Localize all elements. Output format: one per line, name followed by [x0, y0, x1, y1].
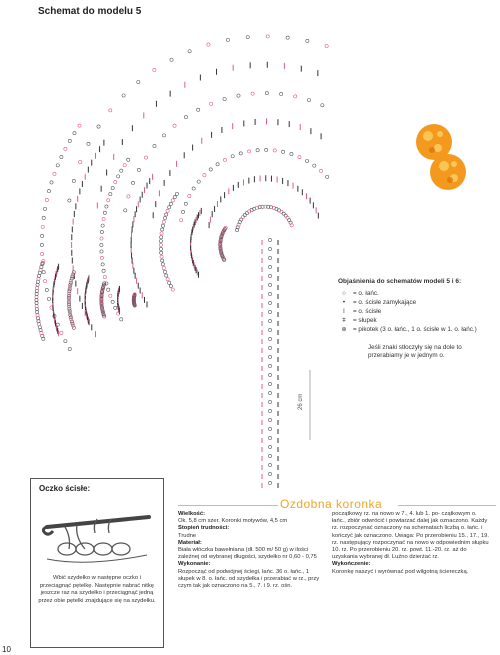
chain-mark: [36, 286, 39, 289]
chain-mark: [127, 158, 130, 161]
chain-mark: [100, 237, 103, 240]
chain-mark: [101, 263, 104, 266]
chain-mark: [42, 260, 45, 263]
chain-mark: [160, 251, 163, 254]
chain-mark: [286, 36, 289, 39]
chain-mark: [120, 169, 123, 172]
chain-mark: [60, 155, 63, 158]
chain-mark: [159, 243, 162, 246]
chain-mark: [68, 139, 71, 142]
chain-mark: [56, 164, 59, 167]
chain-mark: [241, 216, 244, 219]
chain-mark: [117, 175, 120, 178]
chain-mark: [280, 210, 283, 213]
chain-mark: [100, 243, 103, 246]
chain-mark: [268, 418, 271, 421]
stitch-box-title: Oczko ścisłe:: [39, 484, 91, 493]
chain-mark: [159, 240, 162, 243]
chain-mark: [161, 259, 164, 262]
chain-mark: [166, 209, 169, 212]
chain-mark: [72, 271, 75, 274]
chain-mark: [120, 318, 123, 321]
legend-title: Objaśnienia do schematów modeli 5 i 6:: [338, 278, 462, 285]
chain-mark: [137, 168, 140, 171]
chain-mark: [169, 285, 172, 288]
chain-mark: [70, 279, 73, 282]
chain-mark: [173, 124, 176, 127]
double-crochet-icon: ǂ: [342, 317, 346, 324]
stitch-box-text: Wbić szydełko w następne oczko i przeciągnąć pętelkę. Następnie nabrać nitkę jeszcze raz na szydełko i przeciągnąć jedną przez obie pętelki znajdujące się na szydełku.: [38, 575, 156, 604]
chain-mark: [107, 199, 110, 202]
chain-mark: [197, 180, 200, 183]
slip-stitch-icon: •: [342, 299, 346, 306]
chain-mark: [268, 454, 271, 457]
chain-mark: [70, 277, 73, 280]
chain-mark: [170, 58, 173, 61]
chain-mark: [103, 276, 106, 279]
chain-mark: [210, 102, 213, 105]
chain-mark: [103, 211, 106, 214]
chain-mark: [161, 263, 164, 266]
chain-mark: [171, 199, 174, 202]
chain-mark: [171, 288, 174, 291]
page-title: Schemat do modelu 5: [38, 6, 142, 17]
chain-mark: [68, 347, 71, 350]
chain-mark: [180, 219, 183, 222]
chain-mark: [43, 280, 46, 283]
chain-mark: [325, 45, 328, 48]
chain-mark: [100, 256, 103, 259]
chain-mark: [294, 95, 297, 98]
chain-mark: [307, 99, 310, 102]
chain-mark: [268, 472, 271, 475]
chain-mark: [45, 198, 48, 201]
instructions-column-2: [332, 511, 490, 576]
chain-mark: [273, 149, 276, 152]
paragraph: Wykończenie: Koronkę naszyć i wyrównać pod wilgotną ściereczką.: [332, 561, 469, 575]
legend-item: [338, 317, 488, 325]
flower-image: [410, 118, 472, 198]
chain-mark: [35, 298, 38, 301]
chain-mark: [243, 213, 246, 216]
chain-mark: [246, 36, 249, 39]
chain-mark: [109, 294, 112, 297]
chain-mark: [70, 320, 73, 323]
stitch-info-box: [30, 478, 164, 648]
chain-mark: [251, 92, 254, 95]
chain-mark: [268, 337, 271, 340]
chain-mark: [161, 228, 164, 231]
chain-mark: [209, 168, 212, 171]
chain-mark: [226, 38, 229, 41]
chain-mark: [40, 243, 43, 246]
chain-mark: [122, 94, 125, 97]
chain-mark: [41, 225, 44, 228]
chain-mark: [280, 92, 283, 95]
chain-mark: [188, 194, 191, 197]
chain-mark: [168, 206, 171, 209]
chain-mark: [188, 50, 191, 53]
chain-mark: [268, 481, 271, 484]
chain-mark: [162, 266, 165, 269]
chain-mark: [101, 224, 104, 227]
chain-mark: [223, 97, 226, 100]
chain-mark: [100, 230, 103, 233]
instructions-column-1: [178, 511, 326, 590]
chain-mark: [268, 463, 271, 466]
chain-mark: [162, 220, 165, 223]
chain-mark: [268, 436, 271, 439]
chain-mark: [160, 236, 163, 239]
chain-mark: [184, 202, 187, 205]
chain-mark: [268, 256, 271, 259]
chain-mark: [166, 278, 169, 281]
chain-mark: [168, 281, 171, 284]
chain-mark: [290, 152, 293, 155]
chain-mark: [268, 364, 271, 367]
chain-mark: [197, 108, 200, 111]
chain-mark: [256, 149, 259, 152]
legend-item: [338, 290, 488, 298]
chain-mark: [268, 400, 271, 403]
chain-mark: [109, 193, 112, 196]
chain-mark: [268, 274, 271, 277]
chain-mark: [72, 326, 75, 329]
chain-mark: [305, 159, 308, 162]
legend-item: [338, 308, 488, 316]
chain-mark: [181, 210, 184, 213]
legend-item-text: = pikotek (3 o. łańc., 1 o. ścisłe w 1. o. łańc.): [353, 326, 477, 333]
chain-mark: [102, 218, 105, 221]
chain-mark: [42, 271, 45, 274]
chain-mark: [47, 190, 50, 193]
chain-mark: [42, 216, 45, 219]
chain-mark: [268, 319, 271, 322]
legend-item: [338, 299, 488, 307]
chain-mark: [40, 234, 43, 237]
chain-mark: [64, 147, 67, 150]
chain-mark: [268, 445, 271, 448]
chain-mark: [37, 320, 40, 323]
single-crochet-icon: ǀ: [343, 308, 345, 315]
legend: [338, 278, 488, 360]
chain-mark: [160, 255, 163, 258]
chain-mark: [137, 80, 140, 83]
chain-mark: [216, 163, 219, 166]
chain-mark: [36, 283, 39, 286]
chain-mark: [105, 205, 108, 208]
chain-mark: [298, 156, 301, 159]
chain-mark: [35, 292, 38, 295]
legend-item-text: = o. łańc.: [353, 290, 379, 297]
section-title: Ozdobna koronka: [280, 497, 383, 511]
chain-mark: [268, 373, 271, 376]
chain-mark: [231, 155, 234, 158]
legend-item-text: = o. ścisłe: [353, 308, 382, 315]
chain-mark: [37, 277, 40, 280]
chain-mark: [127, 195, 130, 198]
chain-mark: [100, 250, 103, 253]
picot-icon: ⊛: [341, 326, 347, 333]
chain-mark: [53, 172, 56, 175]
paragraph: Stopień trudności: Trudne: [178, 525, 230, 539]
chain-mark: [36, 317, 39, 320]
chain-mark: [159, 247, 162, 250]
chain-mark: [114, 306, 117, 309]
hook-illustration: [37, 497, 157, 573]
chain-mark: [184, 116, 187, 119]
chain-mark: [87, 142, 90, 145]
chain-mark: [111, 300, 114, 303]
chain-mark: [169, 202, 172, 205]
chain-mark: [163, 270, 166, 273]
page-number: 10: [2, 645, 11, 654]
chain-mark: [40, 252, 43, 255]
chain-mark: [163, 217, 166, 220]
chain-mark: [71, 275, 74, 278]
chain-mark: [268, 382, 271, 385]
chain-mark: [239, 152, 242, 155]
size-label: 26 cm: [298, 393, 304, 410]
chain-stitch-icon: ○: [342, 290, 346, 297]
chain-mark: [266, 35, 269, 38]
chain-mark: [268, 283, 271, 286]
chain-mark: [282, 150, 285, 153]
chain-mark: [35, 289, 38, 292]
chain-mark: [37, 323, 40, 326]
chain-mark: [153, 144, 156, 147]
chain-mark: [71, 324, 74, 327]
chain-mark: [237, 94, 240, 97]
chain-mark: [268, 238, 271, 241]
chain-mark: [153, 68, 156, 71]
chain-mark: [282, 212, 285, 215]
chain-mark: [265, 148, 268, 151]
chain-mark: [161, 224, 164, 227]
chain-mark: [313, 164, 316, 167]
chain-mark: [165, 213, 168, 216]
chain-mark: [102, 269, 105, 272]
chain-mark: [265, 92, 268, 95]
paragraph: Materiał: Biała włóczka bawełniana (dł. 500 m/ 50 g) w ilości zależnej od wybranej długości, szydełko nr 0,60 - 0,75: [178, 539, 317, 561]
legend-item: [338, 326, 488, 334]
legend-item-text: = słupek: [353, 317, 377, 324]
chain-mark: [60, 331, 63, 334]
chain-mark: [43, 207, 46, 210]
chain-mark: [36, 314, 39, 317]
chain-mark: [268, 355, 271, 358]
chain-mark: [47, 297, 50, 300]
chain-mark: [268, 427, 271, 430]
legend-note: Jeśli znaki stłoczyły się na dole to przerabiamy je w jednym o.: [368, 344, 462, 359]
chain-mark: [175, 192, 178, 195]
chain-mark: [268, 328, 271, 331]
chain-mark: [268, 292, 271, 295]
chain-mark: [192, 187, 195, 190]
chain-mark: [321, 104, 324, 107]
chain-mark: [71, 322, 74, 325]
chain-mark: [162, 134, 165, 137]
chain-mark: [35, 295, 38, 298]
chain-mark: [72, 179, 75, 182]
chain-mark: [203, 174, 206, 177]
chain-mark: [306, 39, 309, 42]
chain-mark: [284, 214, 287, 217]
chain-mark: [111, 187, 114, 190]
legend-item-text: = o. ścisłe zamykające: [353, 299, 417, 306]
chain-mark: [109, 109, 112, 112]
chain-mark: [114, 181, 117, 184]
chain-mark: [165, 274, 168, 277]
chain-mark: [145, 156, 148, 159]
chain-mark: [131, 181, 134, 184]
chain-mark: [36, 280, 39, 283]
chain-mark: [123, 164, 126, 167]
chain-mark: [73, 132, 76, 135]
chain-mark: [35, 308, 38, 311]
chain-mark: [36, 311, 39, 314]
chain-mark: [68, 199, 71, 202]
chain-mark: [64, 339, 67, 342]
chain-mark: [50, 181, 53, 184]
paragraph: początkowy rz. na nowo w 7., 4. lub 1. po- czątkowym o. łańc., zbiór odwrócić i powtarzać dalej jak oznaczono. Każdy rz. rozpoczynać oznaczony na schematach liczbą o. łańc. i kończyć jak oznaczono. Uwaga: Po przerobieniu 15., 17., 19. rz. następujący rozpoczynać na nowo w odpowiednim słupku 10. rz. Po przerobieniu 20. rz. powt. 11.-20. rz. aż do uzyskania wybranej dł. Luźno dzierżać rz.: [332, 511, 489, 561]
chain-mark: [79, 160, 82, 163]
chain-mark: [268, 310, 271, 313]
chain-mark: [268, 346, 271, 349]
chain-mark: [107, 288, 110, 291]
chain-mark: [268, 409, 271, 412]
chain-mark: [207, 43, 210, 46]
chain-mark: [268, 301, 271, 304]
chain-mark: [35, 301, 38, 304]
chain-mark: [78, 124, 81, 127]
chain-mark: [160, 232, 163, 235]
chain-mark: [268, 391, 271, 394]
chain-mark: [268, 247, 271, 250]
chain-mark: [247, 150, 250, 153]
chain-mark: [35, 304, 38, 307]
chain-mark: [223, 158, 226, 161]
chain-mark: [326, 175, 329, 178]
chain-mark: [45, 288, 48, 291]
paragraph: Wykonanie: Rozpocząć od podwójnej ściegi, łańc. 36 o. łańc., 1 słupek w 8. o. łańc. od szydełka i przerabiać w rz., przy czym tak jak oznaczono na 5., 7. i 9. rz. ośn.: [178, 561, 320, 590]
chain-mark: [97, 125, 100, 128]
chain-mark: [124, 209, 127, 212]
chain-mark: [268, 265, 271, 268]
paragraph: Wielkość: Ok. 5,8 cm szer. Koronki motywów, 4,5 cm: [178, 511, 288, 525]
chain-mark: [319, 169, 322, 172]
chain-mark: [173, 195, 176, 198]
